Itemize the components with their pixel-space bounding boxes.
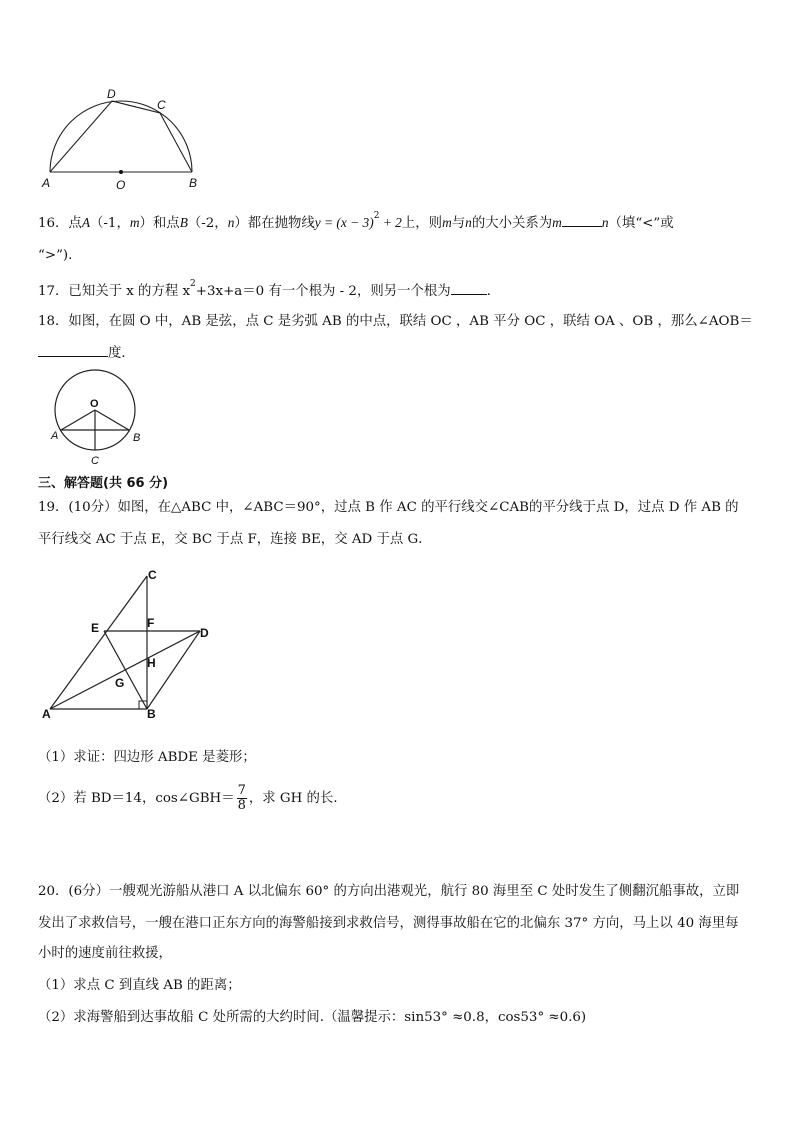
fraction [237,784,247,813]
text: 17．已知关于 x 的方程 x [38,284,191,299]
question-20-line2: 发出了求救信号，一艘在港口正东方向的海警船接到求救信号，测得事故船在它的北偏东 37° 方向，马上以 40 海里每 [38,916,739,931]
text: 度． [108,346,135,361]
question-19-line1: 19．(10分）如图，在△ABC 中，∠ABC＝90°，过点 B 作 AC 的平行线交∠CAB的平分线于点 D，过点 D 作 AB 的 [38,500,739,515]
text: ，求 GH 的长． [248,791,347,806]
answer-blank[interactable] [38,342,108,357]
question-20-part2: （2）求海警船到达事故船 C 处所需的大约时间.（温馨提示：sin53° ≈0.8，cos53° ≈0.6) [38,1010,587,1025]
question-16-line2: “>”). [38,248,73,263]
label-O: O [90,398,99,410]
text: （2）若 BD＝14，cos∠GBH＝ [38,791,235,806]
label-C: C [148,568,157,582]
circle-figure [50,368,140,452]
rhombus-figure [40,568,220,718]
question-20-part1: （1）求点 C 到直线 AB 的距离； [38,978,241,993]
question-19-line2: 平行线交 AC 于点 E，交 BC 于点 F，连接 BE，交 AD 于点 G． [38,532,432,547]
text: （-2， [187,216,228,231]
text: n [227,215,235,230]
question-19-part1: （1）求证：四边形 ABDE 是菱形； [38,750,256,765]
label-C: C [157,98,166,112]
question-17 [38,280,500,302]
numerator: 7 [237,783,246,798]
label-D: D [107,87,116,101]
exponent: 2 [190,279,196,289]
text: +3x+a＝0 有一个根为 - 2，则另一个根为 [195,284,451,299]
label-A: A [42,707,51,721]
label-B: B [147,707,156,721]
text: n [465,215,472,230]
label-B: B [189,176,198,190]
text: （-1， [90,216,130,231]
label-B: B [133,432,141,444]
label-A: A [51,430,59,442]
text: B [179,215,188,230]
question-20-line3: 小时的速度前往救援， [38,946,172,961]
text: ． [486,284,501,299]
denominator: 8 [237,798,246,813]
question-19-part2 [38,784,347,814]
label-A: A [42,176,51,190]
question-18-line1: 18．如图，在圆 O 中，AB 是弦，点 C 是劣弧 AB 的中点，联结 OC ，AB 平分 OC ，联结 OA 、OB ，那么∠AOB＝ [38,314,753,329]
label-E: E [91,621,100,635]
question-18-line2 [38,342,135,364]
text: （填“<”或 [608,216,674,231]
equation: + 2 [379,215,402,230]
text: ）都在抛物线 [234,216,315,231]
text: m [129,215,140,230]
text: 16．点 [38,216,82,231]
question-16-line1 [38,212,674,234]
text: 的大小关系为 [471,216,553,231]
label-C: C [91,455,99,467]
text: A [81,215,91,230]
equation: y = (x − 3) [314,215,374,230]
label-H: H [147,656,156,670]
text: 上，则 [401,216,443,231]
exponent: 2 [373,211,380,221]
question-20-line1: 20．(6分）一艘观光游船从港口 A 以北偏东 60° 的方向出港观光，航行 80 海里至 C 处时发生了侧翻沉船事故，立即 [38,884,740,899]
text: m [442,215,452,230]
section-heading: 三、解答题(共 66 分) [38,476,169,491]
answer-blank[interactable] [562,212,602,227]
label-G: G [115,676,125,690]
label-D: D [200,626,209,640]
text: 与 [451,216,466,231]
text: n [601,215,609,230]
text: m [552,215,562,230]
label-O: O [116,178,126,192]
answer-blank[interactable] [451,280,487,295]
text: ）和点 [139,216,180,231]
label-F: F [147,616,155,630]
